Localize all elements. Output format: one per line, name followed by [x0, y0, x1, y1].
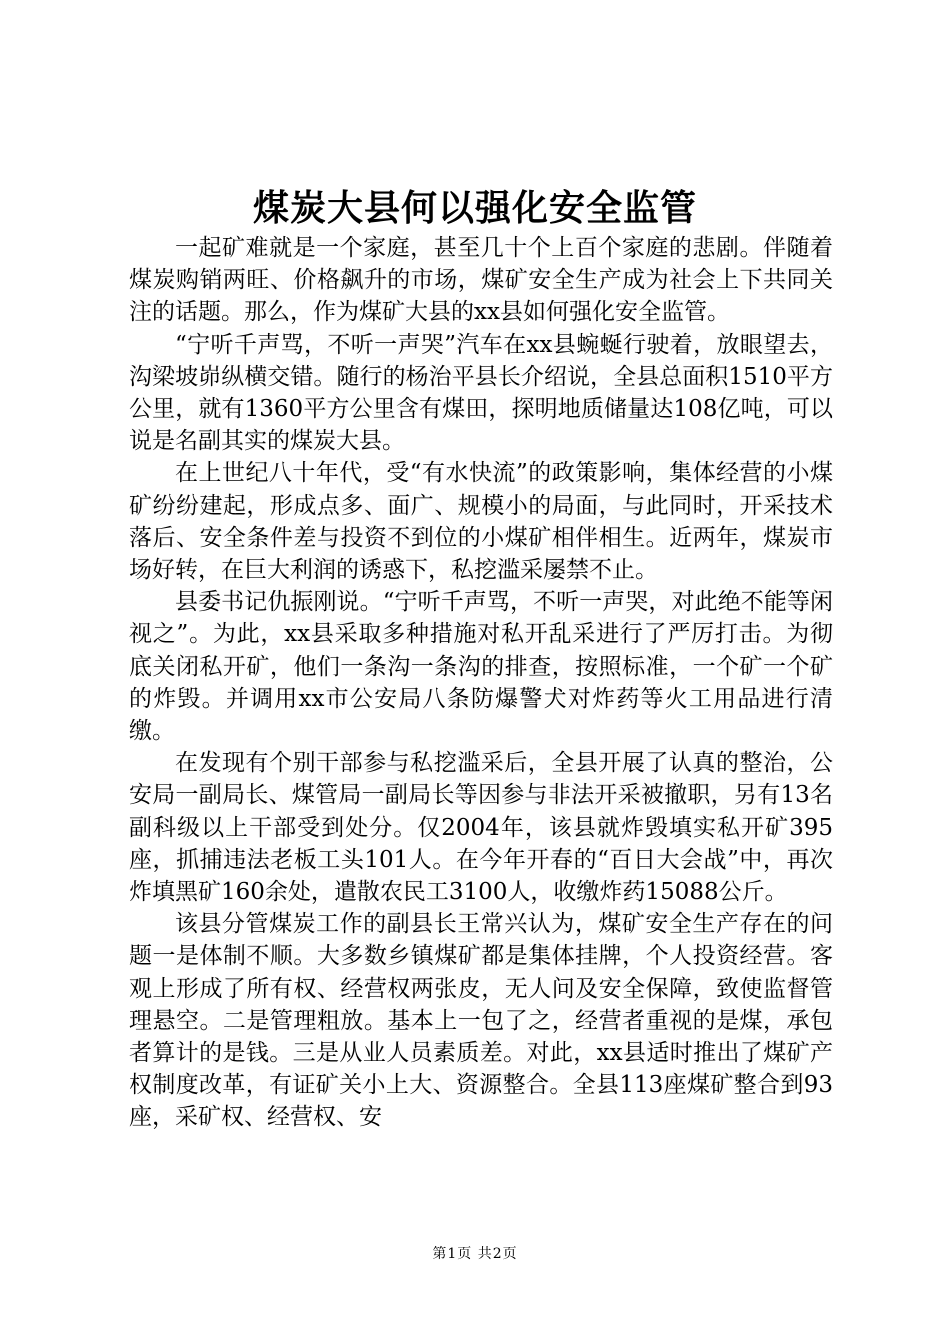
paragraph: 该县分管煤炭工作的副县长王常兴认为，煤矿安全生产存在的问题一是体制不顺。大多数乡镇煤矿都是集体挂牌，个人投资经营。客观上形成了所有权、经营权两张皮，无人问及安全保障，致使监督管理悬空。二是管理粗放。基本上一包了之，经营者重视的是煤，承包者算计的是钱。三是从业人员素质差。对此，xx县适时推出了煤矿产权制度改革，有证矿关小上大、资源整合。全县113座煤矿整合到93座，采矿权、经营权、安	[129, 911, 833, 1131]
paragraph: 县委书记仇振刚说。“宁听千声骂，不听一声哭，对此绝不能等闲视之”。为此，xx县采取多种措施对私开乱采进行了严厉打击。为彻底关闭私开矿，他们一条沟一条沟的排查，按照标准，一个矿一个矿的炸毁。并调用xx市公安局八条防爆警犬对炸药等火工用品进行清缴。	[129, 589, 833, 745]
page-number-footer: 第1页 共2页	[432, 1246, 518, 1262]
paragraph: 在上世纪八十年代，受“有水快流”的政策影响，集体经营的小煤矿纷纷建起，形成点多、面广、规模小的局面，与此同时，开采技术落后、安全条件差与投资不到位的小煤矿相伴相生。近两年，煤炭市场好转，在巨大利润的诱惑下，私挖滥采屡禁不止。	[129, 460, 833, 584]
document-body	[129, 232, 833, 1134]
paragraph: 一起矿难就是一个家庭，甚至几十个上百个家庭的悲剧。伴随着煤炭购销两旺、价格飙升的市场，煤矿安全生产成为社会上下共同关注的话题。那么，作为煤矿大县的xx县如何强化安全监管。	[129, 235, 833, 326]
document-title: 煤炭大县何以强化安全监管	[252, 187, 697, 229]
paragraph: 在发现有个别干部参与私挖滥采后，全县开展了认真的整治，公安局一副局长、煤管局一副局长等因参与非法开采被撤职，另有13名副科级以上干部受到处分。仅2004年，该县就炸毁填实私开矿395座，抓捕违法老板工头101人。在今年开春的“百日大会战”中，再次炸填黑矿160余处，遣散农民工3100人，收缴炸药15088公斤。	[129, 750, 833, 906]
paragraph: “宁听千声骂，不听一声哭”汽车在xx县蜿蜒行驶着，放眼望去，沟梁坡峁纵横交错。随行的杨治平县长介绍说，全县总面积1510平方公里，就有1360平方公里含有煤田，探明地质储量达108亿吨，可以说是名副其实的煤炭大县。	[129, 331, 833, 455]
